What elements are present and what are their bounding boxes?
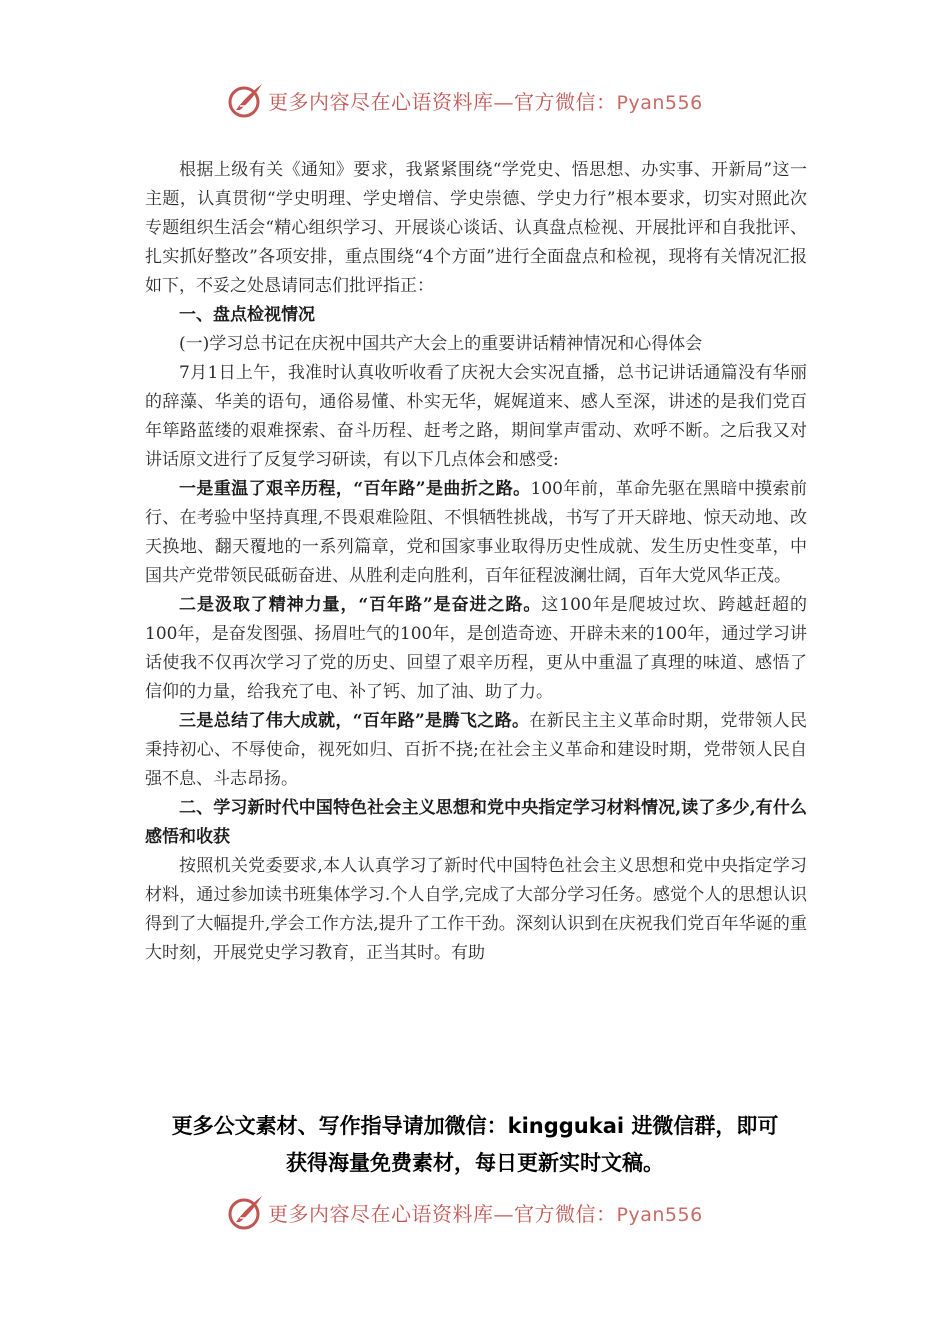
header-banner bbox=[0, 78, 950, 122]
point1-body: 100年前，革命先驱在黑暗中摸索前行、在考验中坚持真理,不畏艰难险阻、不惧牺牲挑战，书写了开天辟地、惊天动地、改天换地、翻天覆地的一系列篇章，党和国家事业取得历史性成就、发生历史性变革，中国共产党带领民砥砺奋进、从胜利走向胜利，百年征程波澜壮阔，百年大党风华正茂。 bbox=[145, 479, 807, 586]
header-banner-label: 更多内容尽在心语资料库—官方微信： bbox=[268, 90, 617, 114]
advert-line2: 获得海量免费素材，每日更新实时文稿。 bbox=[286, 1151, 664, 1175]
subsection1-title: (一)学习总书记在庆祝中国共产大会上的重要讲话精神情况和心得体会 bbox=[179, 334, 703, 354]
point2-paragraph bbox=[145, 591, 807, 707]
header-banner-account: Pyan556 bbox=[616, 92, 703, 114]
footer-banner-label: 更多内容尽在心语资料库—官方微信： bbox=[268, 1202, 617, 1226]
point3-lead: 三是总结了伟大成就，“百年路”是腾飞之路。 bbox=[179, 711, 530, 731]
paragraph-july: 7月1日上午，我准时认真收听收看了庆祝大会实况直播，总书记讲话通篇没有华丽的辞藻、华美的语句，通俗易懂、朴实无华，娓娓道来、感人至深，讲述的是我们党百年筚路蓝缕的艰难探索、奋斗历程、赶考之路，期间掌声雷动、欢呼不断。之后我又对讲话原文进行了反复学习研读，有以下几点体会和感受: bbox=[145, 363, 807, 470]
footer-banner bbox=[0, 1190, 950, 1234]
point2-lead: 二是汲取了精神力量，“百年路”是奋进之路。 bbox=[179, 595, 542, 615]
quill-logo-icon bbox=[226, 1192, 266, 1232]
header-banner-text bbox=[268, 86, 703, 115]
advert-block bbox=[100, 1108, 850, 1182]
footer-banner-account: Pyan556 bbox=[616, 1204, 703, 1226]
point1-lead: 一是重温了艰辛历程，“百年路”是曲折之路。 bbox=[179, 479, 531, 499]
section2-heading: 二、学习新时代中国特色社会主义思想和党中央指定学习材料情况,读了多少,有什么感悟和收获 bbox=[145, 798, 807, 847]
section1-heading: 一、盘点检视情况 bbox=[179, 305, 315, 325]
point3-body: 在新民主主义革命时期，党带领人民秉持初心、不辱使命，视死如归、百折不挠;在社会主义革命和建设时期，党带领人民自强不息、斗志昂扬。 bbox=[145, 711, 808, 789]
quill-logo-icon bbox=[226, 80, 266, 120]
point3-paragraph bbox=[145, 707, 807, 794]
intro-paragraph: 根据上级有关《通知》要求，我紧紧围绕“学党史、悟思想、办实事、开新局”这一主题，认真贯彻“学史明理、学史增信、学史崇德、学史力行”根本要求，切实对照此次专题组织生活会“精心组织学习、开展谈心谈话、认真盘点检视、开展批评和自我批评、扎实抓好整改”各项安排，重点围绕“4个方面”进行全面盘点和检视，现将有关情况汇报如下，不妥之处恳请同志们批评指正： bbox=[145, 160, 807, 296]
document-body bbox=[145, 156, 807, 968]
point1-paragraph bbox=[145, 475, 807, 591]
advert-line1: 更多公文素材、写作指导请加微信：kinggukai 进微信群，即可 bbox=[171, 1114, 779, 1138]
point2-body: 这100年是爬坡过坎、跨越赶超的100年，是奋发图强、扬眉吐气的100年，是创造奇迹、开辟未来的100年，通过学习讲话使我不仅再次学习了党的历史、回望了艰辛历程，更从中重温了真理的味道、感悟了信仰的力量，给我充了电、补了钙、加了油、助了力。 bbox=[145, 595, 807, 702]
section2-paragraph: 按照机关党委要求,本人认真学习了新时代中国特色社会主义思想和党中央指定学习材料，通过参加读书班集体学习.个人自学,完成了大部分学习任务。感觉个人的思想认识得到了大幅提升,学会工作方法,提升了工作干劲。深刻认识到在庆祝我们党百年华诞的重大时刻，开展党史学习教育，正当其时。有助 bbox=[145, 856, 807, 963]
footer-banner-text bbox=[268, 1198, 703, 1227]
